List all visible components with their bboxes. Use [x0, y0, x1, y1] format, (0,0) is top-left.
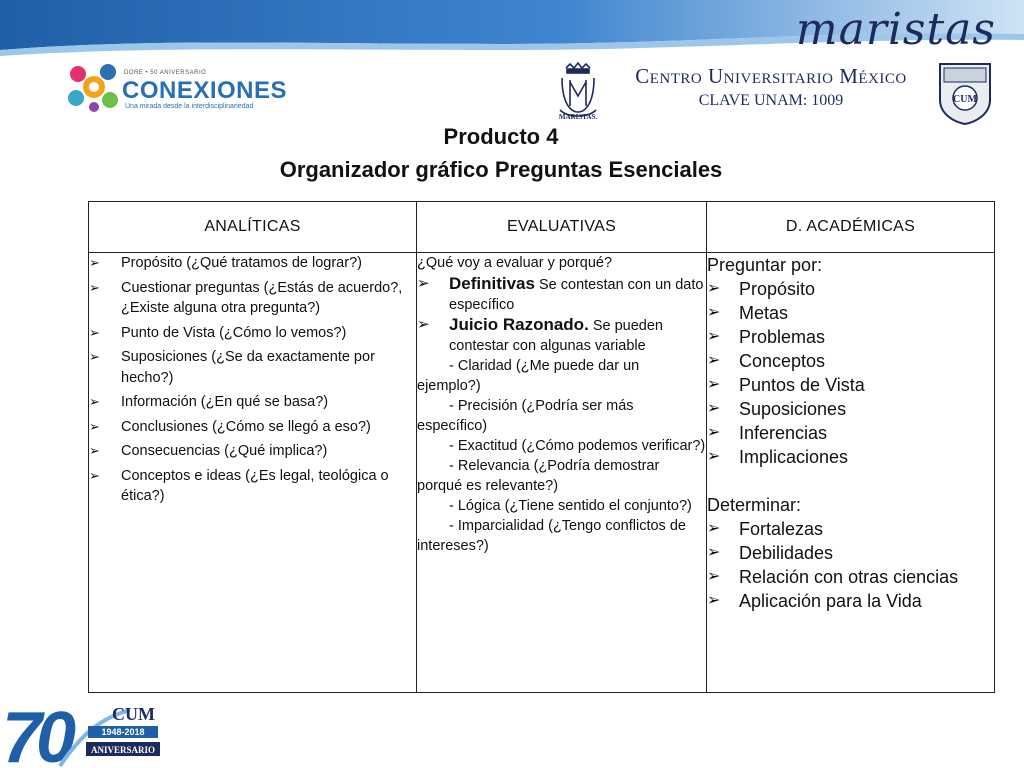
- list-item: ➢ Debilidades: [707, 541, 994, 565]
- questions-table: [88, 201, 995, 693]
- list-item-juicio: [417, 315, 706, 356]
- preguntar-list: [707, 277, 994, 469]
- table-body-row: [89, 253, 995, 693]
- cum-seal-icon: [936, 60, 994, 126]
- list-item: ➢ Implicaciones: [707, 445, 994, 469]
- criterio-item: [417, 496, 706, 516]
- list-item: ➢ Conclusiones (¿Cómo se llegó a eso?): [89, 417, 416, 438]
- anniversary-logo-text: CUM: [112, 704, 155, 724]
- list-item: ➢ Suposiciones: [707, 397, 994, 421]
- institution-clave: CLAVE UNAM: 1009: [698, 92, 844, 109]
- list-item: ➢ Puntos de Vista: [707, 373, 994, 397]
- list-item: ➢ Fortalezas: [707, 517, 994, 541]
- analiticas-list: [89, 253, 416, 507]
- criterio-text: - Relevancia (¿Podría demostrar porqué es relevante?): [417, 458, 660, 494]
- conexiones-tagline-top: DORE • 50 ANIVERSARIO: [124, 70, 207, 76]
- list-item: ➢ Propósito: [707, 277, 994, 301]
- header-academicas: D. ACADÉMICAS: [707, 202, 995, 253]
- list-item: ➢ Metas: [707, 301, 994, 325]
- list-item: ➢ Inferencias: [707, 421, 994, 445]
- criterio-item: [417, 516, 706, 556]
- criterio-text: - Claridad (¿Me puede dar un ejemplo?): [417, 358, 640, 394]
- list-item: ➢ Relación con otras ciencias: [707, 565, 994, 589]
- determinar-heading: Determinar:: [707, 495, 802, 515]
- conexiones-network-icon: [68, 62, 120, 112]
- cell-evaluativas: [417, 253, 707, 693]
- criterio-text: - Precisión (¿Podría ser más específico): [417, 398, 634, 434]
- criterio-item: [417, 396, 706, 436]
- list-item-definitivas: [417, 274, 706, 315]
- criterio-text: - Lógica (¿Tiene sentido el conjunto?): [449, 498, 692, 514]
- list-item: ➢ Información (¿En qué se basa?): [89, 392, 416, 413]
- conexiones-name: CONEXIONES: [122, 77, 288, 104]
- evaluativas-list: [417, 274, 706, 356]
- conexiones-logo: [68, 62, 288, 112]
- cum-seal-text: CUM: [953, 94, 977, 105]
- anniversary-label: ANIVERSARIO: [90, 745, 156, 755]
- definitivas-term: Definitivas: [449, 274, 535, 293]
- conexiones-tagline: Una mirada desde la interdisciplinariedad: [125, 103, 254, 110]
- criterio-text: - Exactitud (¿Cómo podemos verificar?): [449, 438, 706, 454]
- list-item: ➢ Suposiciones (¿Se da exactamente por hecho?): [89, 347, 416, 388]
- definitivas-desc: Se contestan con un dato específico: [449, 277, 704, 313]
- list-item: ➢ Conceptos: [707, 349, 994, 373]
- determinar-list: [707, 517, 994, 613]
- anniversary-years: 1948-2018: [101, 727, 145, 737]
- page-title: Producto 4: [443, 124, 559, 149]
- evaluativas-lead: ¿Qué voy a evaluar y porqué?: [417, 255, 613, 271]
- header-evaluativas: EVALUATIVAS: [417, 202, 707, 253]
- list-item: ➢ Cuestionar preguntas (¿Estás de acuerdo?, ¿Existe alguna otra pregunta?): [89, 278, 416, 319]
- criterio-text: - Imparcialidad (¿Tengo conflictos de intereses?): [417, 518, 686, 554]
- cell-analiticas: [89, 253, 417, 693]
- list-item: ➢ Consecuencias (¿Qué implica?): [89, 441, 416, 462]
- institution-name: Centro Universitario México: [635, 64, 907, 88]
- maristas-brand-logo: maristas: [795, 4, 996, 55]
- list-item: ➢ Conceptos e ideas (¿Es legal, teológica o ética?): [89, 466, 416, 507]
- criterio-item: [417, 356, 706, 396]
- juicio-desc: Se pueden contestar con algunas variable: [449, 318, 663, 354]
- list-item: ➢ Problemas: [707, 325, 994, 349]
- list-item: ➢ Punto de Vista (¿Cómo lo vemos?): [89, 323, 416, 344]
- preguntar-heading: Preguntar por:: [707, 255, 823, 275]
- header-analiticas: ANALÍTICAS: [89, 202, 417, 253]
- anniversary-number: 70: [2, 698, 71, 768]
- anniversary-logo: [0, 696, 170, 768]
- table-header-row: [89, 202, 995, 253]
- list-item: ➢ Aplicación para la Vida: [707, 589, 994, 613]
- juicio-term: Juicio Razonado.: [449, 315, 589, 334]
- maristas-emblem-label: MARISTAS.: [558, 113, 598, 121]
- criterio-item: [417, 436, 706, 456]
- cell-academicas: [707, 253, 995, 693]
- criterio-item: [417, 456, 706, 496]
- page-subtitle: Organizador gráfico Preguntas Esenciales: [279, 157, 723, 182]
- list-item: ➢ Propósito (¿Qué tratamos de lograr?): [89, 253, 416, 274]
